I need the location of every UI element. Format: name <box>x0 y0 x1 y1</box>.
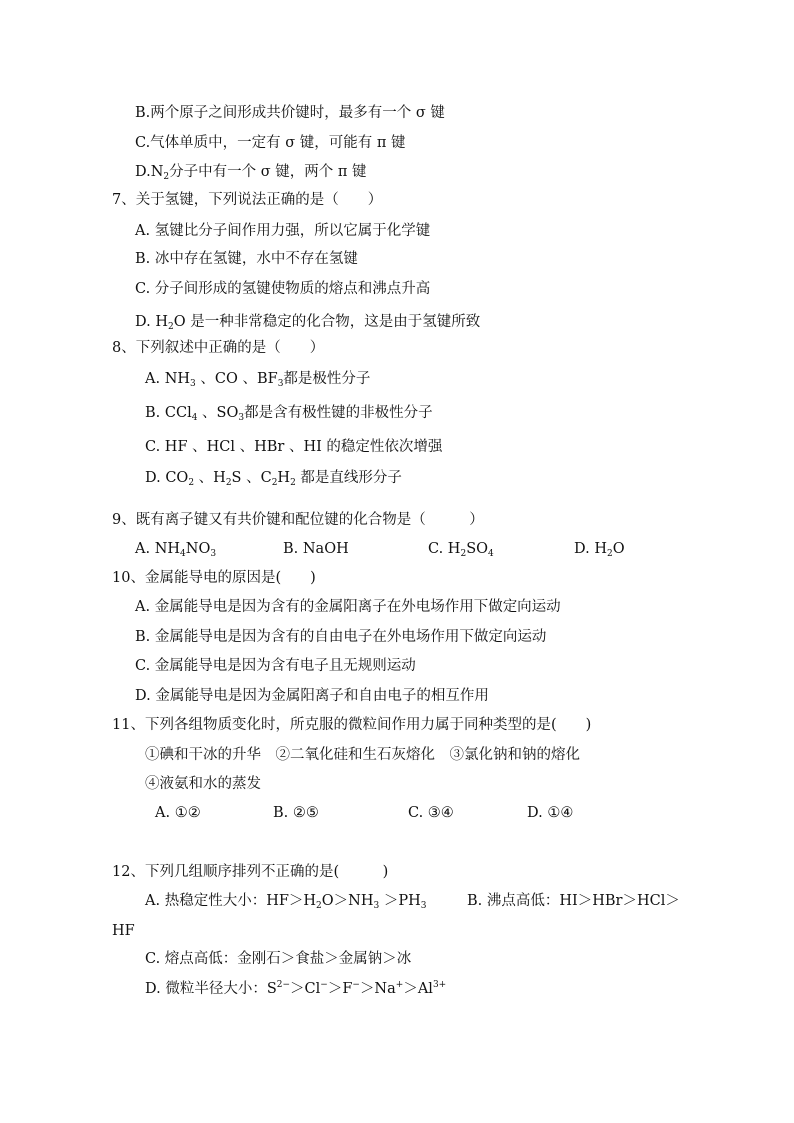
q7-option-a: A. 氢键比分子间作用力强，所以它属于化学键 <box>135 223 431 239</box>
q11-option-d: D. ①④ <box>527 805 574 821</box>
q12-stem: 12、下列几组顺序排列不正确的是( ) <box>112 864 389 880</box>
q9-stem: 9、既有离子键又有共价键和配位键的化合物是（ ） <box>112 512 484 528</box>
q12-option-d: D. 微粒半径大小：$S^{2-}>Cl^->F^->Na^+>Al^{3+}$ <box>145 980 447 997</box>
q12-option-a: A. 热稳定性大小：$HF>H_2O>NH_3 >PH_3$ <box>145 893 427 911</box>
q8-option-b: B. CCl$_4$ 、$SO_3$都是含有极性键的非极性分子 <box>145 405 433 423</box>
q12-option-c: C. 熔点高低：金刚石＞食盐＞金属钠＞冰 <box>145 951 412 967</box>
q11-option-c: C. ③④ <box>408 805 454 821</box>
q9-option-d: D. $H_2O$ <box>574 541 625 559</box>
q11-option-b: B. ②⑤ <box>273 805 319 821</box>
q11-items-line2: ④液氨和水的蒸发 <box>145 776 261 792</box>
q10-option-a: A. 金属能导电是因为含有的金属阳离子在外电场作用下做定向运动 <box>135 599 561 615</box>
q12-option-b-wrap: HF <box>112 923 135 939</box>
q10-option-b: B. 金属能导电是因为含有的自由电子在外电场作用下做定向运动 <box>135 629 547 645</box>
q12-option-b: B. 沸点高低：HI＞HBr＞HCl＞ <box>467 893 680 909</box>
q10-option-c: C. 金属能导电是因为含有电子且无规则运动 <box>135 658 416 674</box>
q11-stem: 11、下列各组物质变化时，所克服的微粒间作用力属于同种类型的是( ) <box>112 717 592 733</box>
q7-option-c: C. 分子间形成的氢键使物质的熔点和沸点升高 <box>135 281 431 297</box>
q8-option-d: D. $CO_2$ 、$H_2S$ 、$C_2H_2$ 都是直线形分子 <box>145 470 402 488</box>
q11-items-line1: ①碘和干冰的升华 ②二氧化硅和生石灰熔化 ③氯化钠和钠的熔化 <box>145 747 580 763</box>
q6-option-d: $D.N_2$分子中有一个 σ 键，两个 π 键 <box>135 164 367 182</box>
q9-option-a: A. $NH_4NO_3$ <box>135 541 217 559</box>
q8-stem: 8、下列叙述中正确的是（ ） <box>112 340 325 356</box>
q7-stem: 7、关于氢键，下列说法正确的是（ ） <box>112 192 383 208</box>
q7-option-d: D. $H_2O$ 是一种非常稳定的化合物，这是由于氢键所致 <box>135 314 481 332</box>
q6-option-c: C.气体单质中，一定有 σ 键，可能有 π 键 <box>135 135 406 151</box>
q11-option-a: A. ①② <box>155 805 201 821</box>
q6-option-b: B.两个原子之间形成共价键时，最多有一个 σ 键 <box>135 105 445 121</box>
q10-stem: 10、金属能导电的原因是( ) <box>112 570 316 586</box>
q9-option-b: B. NaOH <box>283 541 349 557</box>
q9-option-c: C. $H_2SO_4$ <box>428 541 494 559</box>
q8-option-a: A. $NH_3$ 、CO 、$BF_3$都是极性分子 <box>145 371 371 389</box>
q10-option-d: D. 金属能导电是因为金属阳离子和自由电子的相互作用 <box>135 688 489 704</box>
q8-option-c: C. HF 、HCl 、HBr 、HI 的稳定性依次增强 <box>145 439 443 455</box>
q7-option-b: B. 冰中存在氢键，水中不存在氢键 <box>135 251 358 267</box>
